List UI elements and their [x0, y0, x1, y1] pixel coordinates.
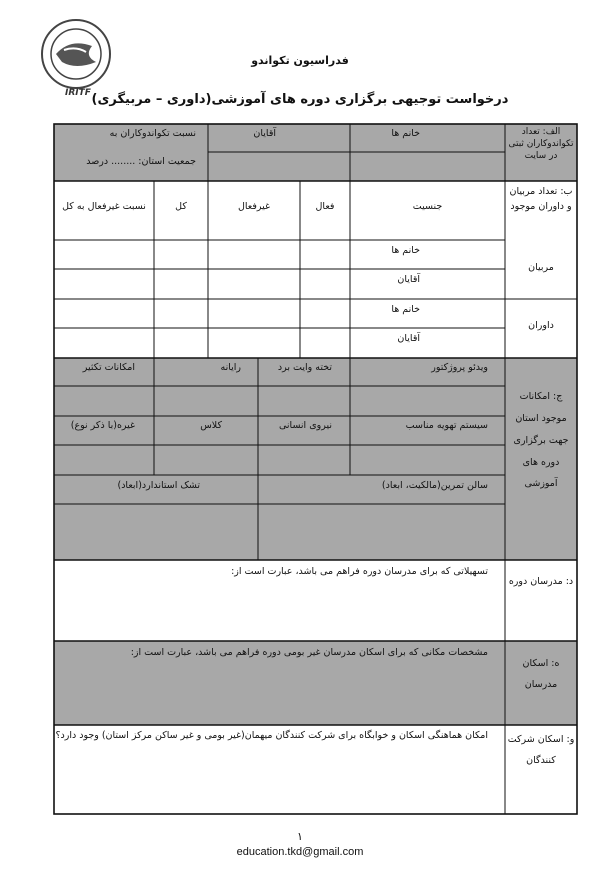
- federation-name: فدراسیون تکواندو: [251, 54, 349, 67]
- section-c-label: ج: امکانات موجود استان جهت برگزاری دوره های آموزشی: [513, 391, 569, 490]
- page-title: درخواست توجیهی برگزاری دوره های آموزشی(داوری – مربیگری): [91, 92, 509, 107]
- section-e-label: ه: اسکان مدرسان: [522, 658, 560, 690]
- men-column-header: آقایان: [253, 128, 276, 139]
- copy-facilities-label: امکانات تکثیر: [82, 362, 135, 373]
- whiteboard-label: تخته وایت برد: [277, 362, 332, 373]
- coaches-men-label: آقایان: [397, 274, 420, 285]
- logo-caption: IRITF: [65, 88, 91, 98]
- computer-label: رایانه: [220, 362, 241, 373]
- province-population-label: جمعیت استان: ........ درصد: [86, 156, 196, 167]
- other-label: غیره(با ذکر نوع): [70, 420, 135, 431]
- section-d-label: د: مدرسان دوره: [508, 576, 574, 587]
- coaches-label: مربیان: [528, 262, 554, 273]
- section-f-label: و: اسکان شرکت کنندگان: [507, 734, 575, 766]
- women-column-header: خانم ها: [391, 128, 420, 139]
- referees-label: داوران: [528, 320, 554, 331]
- instructors-lodging-text: مشخصات مکانی که برای اسکان مدرسان غیر بومی دوره فراهم می باشد، عبارت است از:: [130, 647, 488, 658]
- total-header: کل: [175, 201, 187, 212]
- ventilation-label: سیستم تهویه مناسب: [405, 420, 488, 431]
- referees-men-label: آقایان: [397, 333, 420, 344]
- inactive-header: غیرفعال: [238, 201, 270, 212]
- inactive-ratio-header: نسبت غیرفعال به کل: [62, 201, 146, 212]
- active-header: فعال: [315, 201, 335, 212]
- video-projector-label: ویدئو پروژکتور: [431, 362, 488, 373]
- instructors-facilities-text: تسهیلاتی که برای مدرسان دوره فراهم می باشد، عبارت است از:: [231, 566, 488, 577]
- contact-email: education.tkd@gmail.com: [236, 846, 364, 858]
- coaches-women-label: خانم ها: [391, 245, 420, 256]
- ratio-label: نسبت تکواندوکاران به: [109, 128, 196, 139]
- human-resources-label: نیروی انسانی: [278, 420, 332, 431]
- training-hall-label: سالن تمرین(مالکیت، ابعاد): [381, 480, 488, 491]
- section-a-label: الف: تعداد تکواندوکاران ثبتی در سایت: [508, 127, 574, 162]
- referees-women-label: خانم ها: [391, 304, 420, 315]
- page-number: ۱: [297, 830, 303, 843]
- standard-mat-label: تشک استاندارد(ابعاد): [117, 480, 200, 491]
- participants-lodging-text: امکان هماهنگی اسکان و خوابگاه برای شرکت کنندگان میهمان(غیر بومی و غیر ساکن مرکز استان) وجود دارد؟: [55, 730, 488, 741]
- gender-header: جنسیت: [412, 201, 443, 212]
- classroom-label: کلاس: [200, 420, 222, 431]
- section-b-label: ب: تعداد مربیان و داوران موجود: [509, 186, 573, 213]
